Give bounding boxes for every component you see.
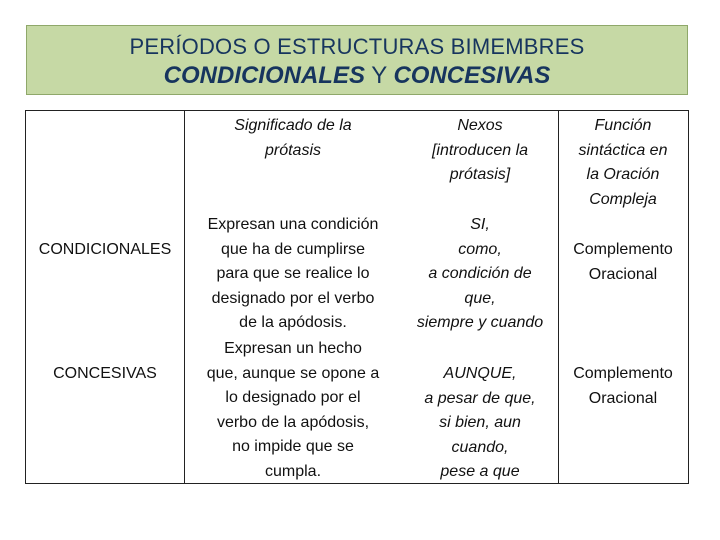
title-line-1: PERÍODOS O ESTRUCTURAS BIMEMBRES (129, 34, 585, 59)
cell-significado-concesivas: Expresan un hecho que, aunque se opone a lo designado por el verbo de la apódosis, no impide que se cumpla. (206, 340, 380, 480)
title-banner (26, 25, 688, 95)
row-label-condicionales: CONDICIONALES (38, 241, 172, 258)
title-line-2 (27, 62, 687, 90)
cell-nexos-concesivas: AUNQUE, a pesar de que, si bien, aun cuando, pese a que (424, 365, 536, 481)
header-funcion: Función sintáctica en la Oración Compleja (578, 117, 668, 208)
title-conjunction: Y (371, 62, 387, 89)
cell-nexos-condicionales: SI, como, a condición de que, siempre y cuando (416, 216, 544, 332)
cell-funcion-condicionales: Complemento Oracional (573, 241, 673, 283)
cell-funcion-concesivas: Complemento Oracional (573, 365, 673, 407)
header-significado: Significado de la prótasis (234, 117, 352, 159)
cell-significado-condicionales: Expresan una condición que ha de cumplirse para que se realice lo designado por el verbo de la apódosis. (207, 216, 379, 332)
comparison-table (25, 110, 689, 484)
header-nexos: Nexos [introducen la prótasis] (431, 117, 529, 184)
title-word-condicionales: CONDICIONALES (163, 62, 365, 89)
title-word-concesivas: CONCESIVAS (393, 62, 551, 89)
row-label-concesivas: CONCESIVAS (53, 365, 157, 382)
